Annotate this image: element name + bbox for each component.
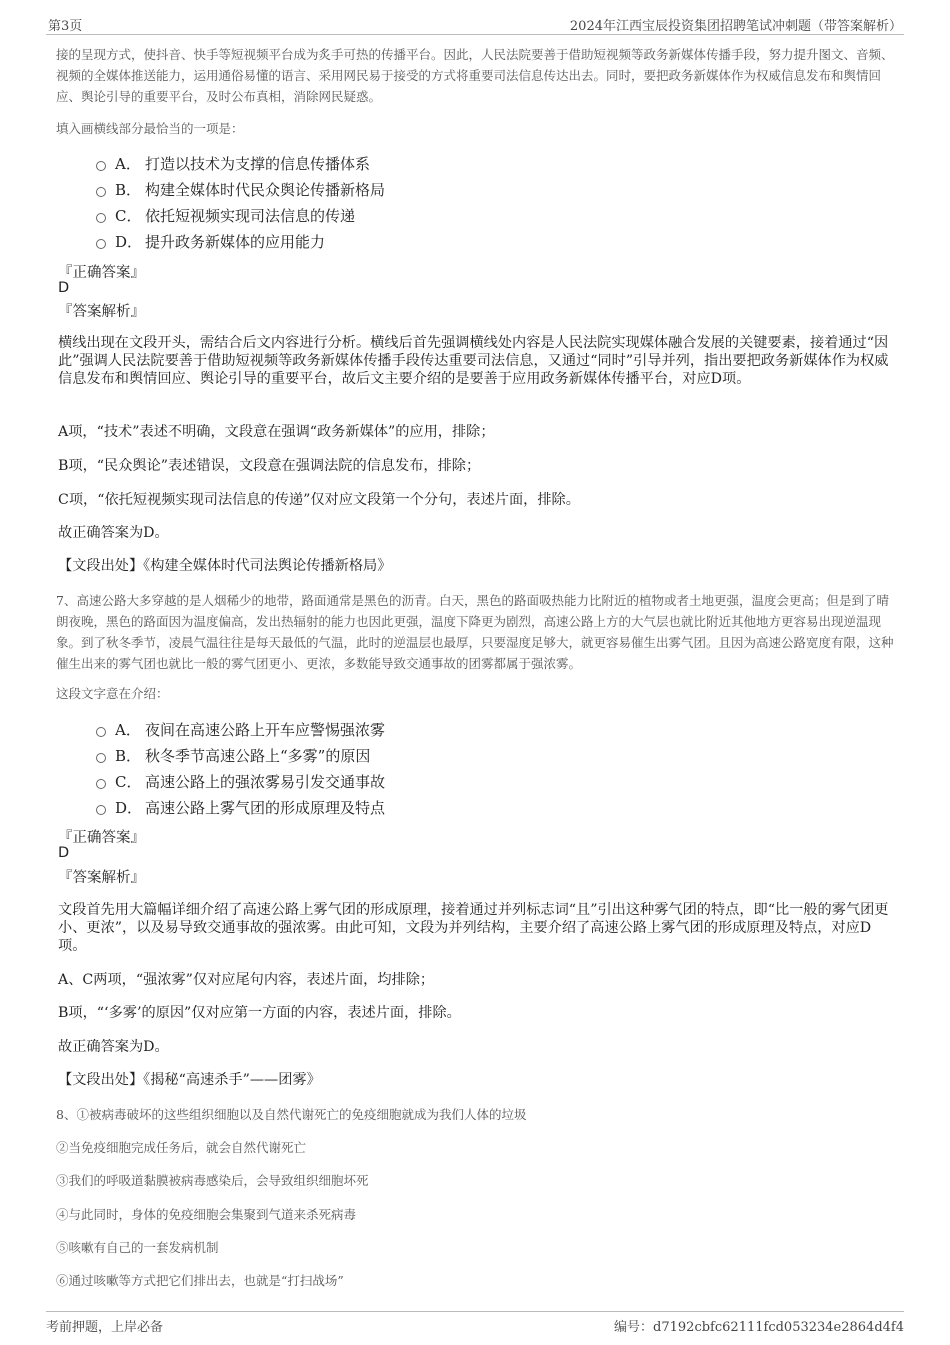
q6-option-a[interactable]: A． 打造以技术为支撑的信息传播体系 (96, 153, 370, 177)
q6-analysis-c: C项，“依托短视频实现司法信息的传递”仅对应文段第一个分句，表述片面，排除。 (58, 492, 580, 508)
q8-item-4: ④与此同时，身体的免疫细胞会集聚到气道来杀死病毒 (56, 1207, 357, 1222)
footer-slogan: 考前押题，上岸必备 (46, 1320, 164, 1335)
q7-option-b[interactable]: B． 秋冬季节高速公路上“多雾”的原因 (96, 745, 370, 769)
radio-icon[interactable] (96, 805, 106, 815)
q8-item-3: ③我们的呼吸道黏膜被病毒感染后，会导致组织细胞坏死 (56, 1173, 369, 1188)
q7-answer-label: 『正确答案』 (58, 830, 145, 846)
q7-answer: D (58, 845, 70, 861)
radio-icon[interactable] (96, 727, 106, 737)
q7-analysis-main: 文段首先用大篇幅详细介绍了高速公路上雾气团的形成原理，接着通过并列标志词“且”引出这种雾气团的特点，即“比一般的雾气团更小、更浓”，以及易导致交通事故的强浓雾。由此可知，文段为并列结构，主要介绍了高速公路上雾气团的形成原理及特点，对应D项。 (58, 902, 889, 954)
radio-icon[interactable] (96, 753, 106, 763)
q6-analysis-b: B项，“民众舆论”表述错误，文段意在强调法院的信息发布，排除； (58, 458, 481, 474)
q7-prompt: 这段文字意在介绍： (56, 686, 169, 701)
footer-code: 编号：d7192cbfc62111fcd053234e2864d4f4 (614, 1320, 904, 1335)
q7-option-d[interactable]: D． 高速公路上雾气团的形成原理及特点 (96, 797, 385, 821)
q7-analysis-label: 『答案解析』 (58, 870, 145, 886)
q8-item-2: ②当免疫细胞完成任务后，就会自然代谢死亡 (56, 1140, 307, 1155)
radio-icon[interactable] (96, 779, 106, 789)
q7-option-a[interactable]: A． 夜间在高速公路上开车应警惕强浓雾 (96, 719, 385, 743)
document-title: 2024年江西宝辰投资集团招聘笔试冲刺题（带答案解析） (569, 19, 902, 34)
q7-conclusion: 故正确答案为D。 (58, 1039, 169, 1055)
radio-icon[interactable] (96, 239, 106, 249)
q6-analysis-main: 横线出现在文段开头，需结合后文内容进行分析。横线后首先强调横线处内容是人民法院实现媒体融合发展的关键要素，接着通过“因此”强调人民法院要善于借助短视频等政务新媒体传播手段传达重要司法信息，又通过“同时”引导并列，指出要把政务新媒体作为权威信息发布和舆情回应、舆论引导的重要平台，故后文主要介绍的是要善于应用政务新媒体传播平台，对应D项。 (58, 335, 889, 387)
radio-icon[interactable] (96, 187, 106, 197)
q6-analysis-label: 『答案解析』 (58, 304, 145, 320)
q6-source: 【文段出处】《构建全媒体时代司法舆论传播新格局》 (58, 558, 392, 574)
intro-passage: 接的呈现方式，使抖音、快手等短视频平台成为炙手可热的传播平台。因此，人民法院要善于借助短视频等政务新媒体传播手段，努力提升图文、音频、视频的全媒体推送能力，运用通俗易懂的语言、采用网民易于接受的方式将重要司法信息传达出去。同时，要把政务新媒体作为权威信息发布和舆情回应、舆论引导的重要平台，及时公布真相，消除网民疑惑。 (56, 47, 894, 104)
q8-item-5: ⑤咳嗽有自己的一套发病机制 (56, 1240, 219, 1255)
q6-answer-label: 『正确答案』 (58, 265, 145, 281)
radio-icon[interactable] (96, 161, 106, 171)
q6-analysis-a: A项，“技术”表述不明确，文段意在强调“政务新媒体”的应用，排除； (58, 424, 495, 440)
q7-analysis-b: B项，“‘多雾’的原因”仅对应第一方面的内容，表述片面，排除。 (58, 1005, 461, 1021)
q6-option-c[interactable]: C． 依托短视频实现司法信息的传递 (96, 205, 355, 229)
q8-item-6: ⑥通过咳嗽等方式把它们排出去，也就是“打扫战场” (56, 1273, 344, 1288)
q7-source: 【文段出处】《揭秘“高速杀手”——团雾》 (58, 1072, 321, 1088)
page-footer (46, 1311, 904, 1340)
q6-answer: D (58, 280, 70, 296)
q6-prompt: 填入画横线部分最恰当的一项是： (56, 121, 244, 136)
radio-icon[interactable] (96, 213, 106, 223)
q7-stem: 7、高速公路大多穿越的是人烟稀少的地带，路面通常是黑色的沥青。白天，黑色的路面吸热能力比附近的植物或者土地更强，温度会更高；但是到了晴朗夜晚，黑色的路面因为温度偏高，发出热辐射的能力也因此更强，温度下降更为剧烈，高速公路上方的大气层也就比附近其他地方更容易出现逆温现象。到了秋冬季节，凌晨气温往往是每天最低的气温，此时的逆温层也最厚，只要湿度足够大，就更容易催生出雾气团。且因为高速公路宽度有限，这种催生出来的雾气团也就比一般的雾气团更小、更浓，多数能导致交通事故的团雾都属于强浓雾。 (56, 593, 894, 671)
q6-conclusion: 故正确答案为D。 (58, 525, 169, 541)
q7-option-c[interactable]: C． 高速公路上的强浓雾易引发交通事故 (96, 771, 385, 795)
q6-option-d[interactable]: D． 提升政务新媒体的应用能力 (96, 231, 325, 255)
page-header (46, 10, 904, 35)
page-number: 第3页 (48, 19, 83, 34)
q6-option-b[interactable]: B． 构建全媒体时代民众舆论传播新格局 (96, 179, 385, 203)
q8-item-1: 8、①被病毒破坏的这些组织细胞以及自然代谢死亡的免疫细胞就成为我们人体的垃圾 (56, 1107, 527, 1122)
q7-analysis-ac: A、C两项，“强浓雾”仅对应尾句内容，表述片面，均排除； (58, 972, 435, 988)
